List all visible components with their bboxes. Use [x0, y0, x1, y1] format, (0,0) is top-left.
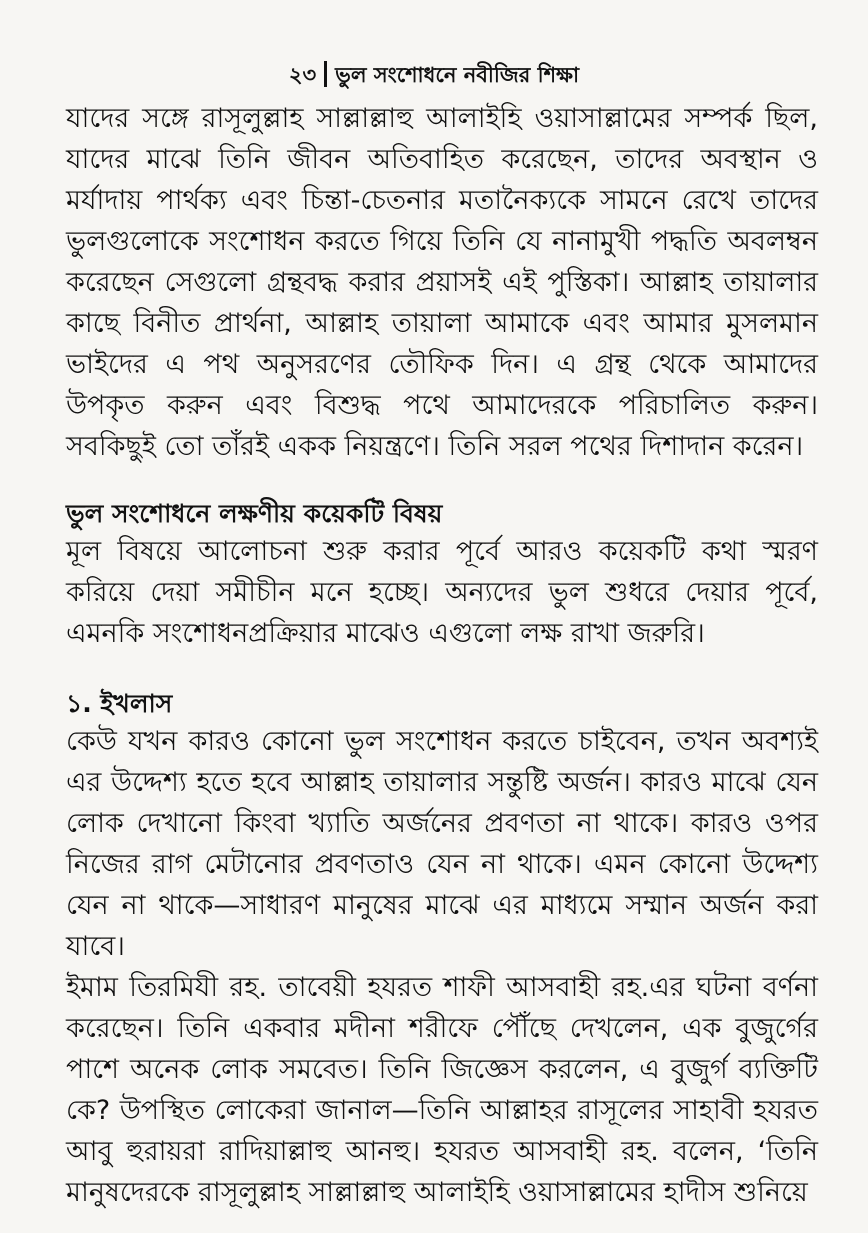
paragraph-narration: ইমাম তিরমিযী রহ. তাবেয়ী হযরত শাফী আসবাহী রহ.এর ঘটনা বর্ণনা করেছেন। তিনি একবার মদীনা শরীফে পৌঁছে দেখলেন, এক বুজুর্গের পাশে অনেক লোক সমবেত। তিনি জিজ্ঞেস করলেন, এ বুজুর্গ ব্যক্তিটি কে? উপস্থিত লোকেরা জানাল—তিনি আল্লাহর রাসূলের সাহাবী হযরত আবু হুরায়রা রাদিয়াল্লাহু আনহু। হযরত আসবাহী রহ. বলেন, ‘তিনি মানুষদেরকে রাসূলুল্লাহ সাল্লাল্লাহু আলাইহি ওয়াসাল্লামের হাদীস শুনিয়ে: [66, 972, 818, 1208]
page-number: ২৩: [288, 63, 317, 87]
paragraph-ikhlas: কেউ যখন কারও কোনো ভুল সংশোধন করতে চাইবেন, তখন অবশ্যই এর উদ্দেশ্য হতে হবে আল্লাহ তায়ালার সন্তুষ্টি অর্জন। কারও মাঝে যেন লোক দেখানো কিংবা খ্যাতি অর্জনের প্রবণতা না থাকে। কারও ওপর নিজের রাগ মেটানোর প্রবণতাও যেন না থাকে। এমন কোনো উদ্দেশ্য যেন না থাকে—সাধারণ মানুষের মাঝে এর মাধ্যমে সম্মান অর্জন করা যাবে।: [66, 726, 818, 962]
book-title: ভুল সংশোধনে নবীজির শিক্ষা: [335, 63, 580, 87]
section-heading: ভুল সংশোধনে লক্ষণীয় কয়েকটি বিষয়: [66, 499, 443, 528]
paragraph-intro: যাদের সঙ্গে রাসূলুল্লাহ সাল্লাল্লাহু আলাইহি ওয়াসাল্লামের সম্পর্ক ছিল, যাদের মাঝে তিনি জীবন অতিবাহিত করেছেন, তাদের অবস্থান ও মর্যাদায় পার্থক্য এবং চিন্তা-চেতনার মতানৈক্যকে সামনে রেখে তাদের ভুলগুলোকে সংশোধন করতে গিয়ে তিনি যে নানামুখী পদ্ধতি অবলম্বন করেছেন সেগুলো গ্রন্থবদ্ধ করার প্রয়াসই এই পুস্তিকা। আল্লাহ তায়ালার কাছে বিনীত প্রার্থনা, আল্লাহ তায়ালা আমাকে এবং আমার মুসলমান ভাইদের এ পথ অনুসরণের তৌফিক দিন। এ গ্রন্থ থেকে আমাদের উপকৃত করুন এবং বিশুদ্ধ পথে আমাদেরকে পরিচালিত করুন। সবকিছুই তো তাঁরই একক নিয়ন্ত্রণে। তিনি সরল পথের দিশাদান করেন।: [66, 103, 818, 462]
running-header: [0, 60, 868, 90]
paragraph-section-intro: মূল বিষয়ে আলোচনা শুরু করার পূর্বে আরও কয়েকটি কথা স্মরণ করিয়ে দেয়া সমীচীন মনে হচ্ছে। অন্যদের ভুল শুধরে দেয়ার পূর্বে, এমনকি সংশোধনপ্রক্রিয়ার মাঝেও এগুলো লক্ষ রাখা জরুরি।: [66, 536, 818, 649]
subsection-heading-ikhlas: ১. ইখলাস: [66, 689, 173, 718]
page-content: [66, 98, 818, 1213]
header-divider: [324, 61, 327, 87]
